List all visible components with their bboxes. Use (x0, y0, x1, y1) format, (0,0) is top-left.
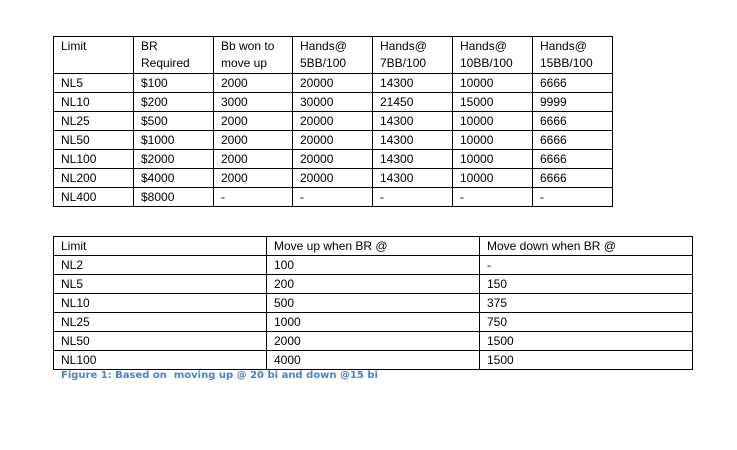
table-cell: 10000 (453, 150, 533, 169)
table-cell: 500 (267, 294, 480, 313)
table-cell: NL25 (54, 313, 267, 332)
header-cell: Move down when BR @ (480, 237, 693, 256)
table-cell: $1000 (134, 131, 214, 150)
table-row (54, 169, 613, 188)
table-cell: 2000 (214, 112, 293, 131)
table-cell: 30000 (293, 93, 373, 112)
bankroll-requirements-table (53, 36, 613, 207)
table-row (54, 150, 613, 169)
header-cell: Limit (54, 37, 134, 74)
table-row (54, 294, 693, 313)
table-cell: 1000 (267, 313, 480, 332)
table-cell: - (480, 256, 693, 275)
header-cell: Hands@ 5BB/100 (293, 37, 373, 74)
table-cell: 375 (480, 294, 693, 313)
table-cell: NL200 (54, 169, 134, 188)
table-cell: 20000 (293, 131, 373, 150)
table-cell: 14300 (373, 169, 453, 188)
table-cell: 14300 (373, 131, 453, 150)
table-cell: 14300 (373, 112, 453, 131)
table-cell: 20000 (293, 112, 373, 131)
header-cell: BR Required (134, 37, 214, 74)
table-cell: 1500 (480, 332, 693, 351)
table-cell: NL50 (54, 332, 267, 351)
table-cell: NL25 (54, 112, 134, 131)
table-cell: $500 (134, 112, 214, 131)
table-cell: NL10 (54, 93, 134, 112)
table-cell: $4000 (134, 169, 214, 188)
table-row (54, 131, 613, 150)
table-cell: 10000 (453, 169, 533, 188)
table-cell: 6666 (533, 150, 613, 169)
header-cell: Limit (54, 237, 267, 256)
table-cell: NL5 (54, 74, 134, 93)
table-cell: NL50 (54, 131, 134, 150)
table-cell: 14300 (373, 150, 453, 169)
table-cell: 4000 (267, 351, 480, 370)
table-cell: - (293, 188, 373, 207)
table-cell: 9999 (533, 93, 613, 112)
table-cell: NL400 (54, 188, 134, 207)
table-cell: 1500 (480, 351, 693, 370)
table-cell: $200 (134, 93, 214, 112)
table-cell: 3000 (214, 93, 293, 112)
table-row (54, 188, 613, 207)
table-cell: 10000 (453, 131, 533, 150)
table-cell: $100 (134, 74, 214, 93)
table-cell: 2000 (214, 131, 293, 150)
table-cell: - (214, 188, 293, 207)
table-row (54, 351, 693, 370)
table-cell: NL100 (54, 351, 267, 370)
table-cell: 2000 (214, 150, 293, 169)
table-cell: 2000 (214, 169, 293, 188)
table-cell: NL10 (54, 294, 267, 313)
table-cell: 2000 (267, 332, 480, 351)
header-cell: Hands@ 10BB/100 (453, 37, 533, 74)
header-cell: Bb won to move up (214, 37, 293, 74)
table-header-row (54, 37, 613, 74)
table-cell: 15000 (453, 93, 533, 112)
table-cell: - (373, 188, 453, 207)
table-cell: 6666 (533, 112, 613, 131)
table-cell: 2000 (214, 74, 293, 93)
table-row (54, 93, 613, 112)
header-cell: Hands@ 7BB/100 (373, 37, 453, 74)
table-cell: 200 (267, 275, 480, 294)
table-cell: NL100 (54, 150, 134, 169)
table-cell: 10000 (453, 74, 533, 93)
table-header-row (54, 237, 693, 256)
table-row (54, 112, 613, 131)
table-cell: 6666 (533, 131, 613, 150)
table-row (54, 74, 613, 93)
table-cell: - (533, 188, 613, 207)
table-cell: - (453, 188, 533, 207)
table-cell: 100 (267, 256, 480, 275)
figure-caption: Figure 1: Based on moving up @ 20 bi and down @15 bi (61, 370, 378, 381)
table-cell: 20000 (293, 169, 373, 188)
table-cell: $8000 (134, 188, 214, 207)
table-cell: NL2 (54, 256, 267, 275)
header-cell: Hands@ 15BB/100 (533, 37, 613, 74)
table-cell: 20000 (293, 150, 373, 169)
table-cell: 750 (480, 313, 693, 332)
table-cell: 14300 (373, 74, 453, 93)
table-row (54, 332, 693, 351)
table-cell: 150 (480, 275, 693, 294)
table-cell: 20000 (293, 74, 373, 93)
table-row (54, 256, 693, 275)
move-up-down-table (53, 236, 693, 370)
table-row (54, 313, 693, 332)
table-cell: NL5 (54, 275, 267, 294)
table-cell: 6666 (533, 169, 613, 188)
table-cell: $2000 (134, 150, 214, 169)
table-cell: 21450 (373, 93, 453, 112)
table-cell: 10000 (453, 112, 533, 131)
table-row (54, 275, 693, 294)
header-cell: Move up when BR @ (267, 237, 480, 256)
table-cell: 6666 (533, 74, 613, 93)
